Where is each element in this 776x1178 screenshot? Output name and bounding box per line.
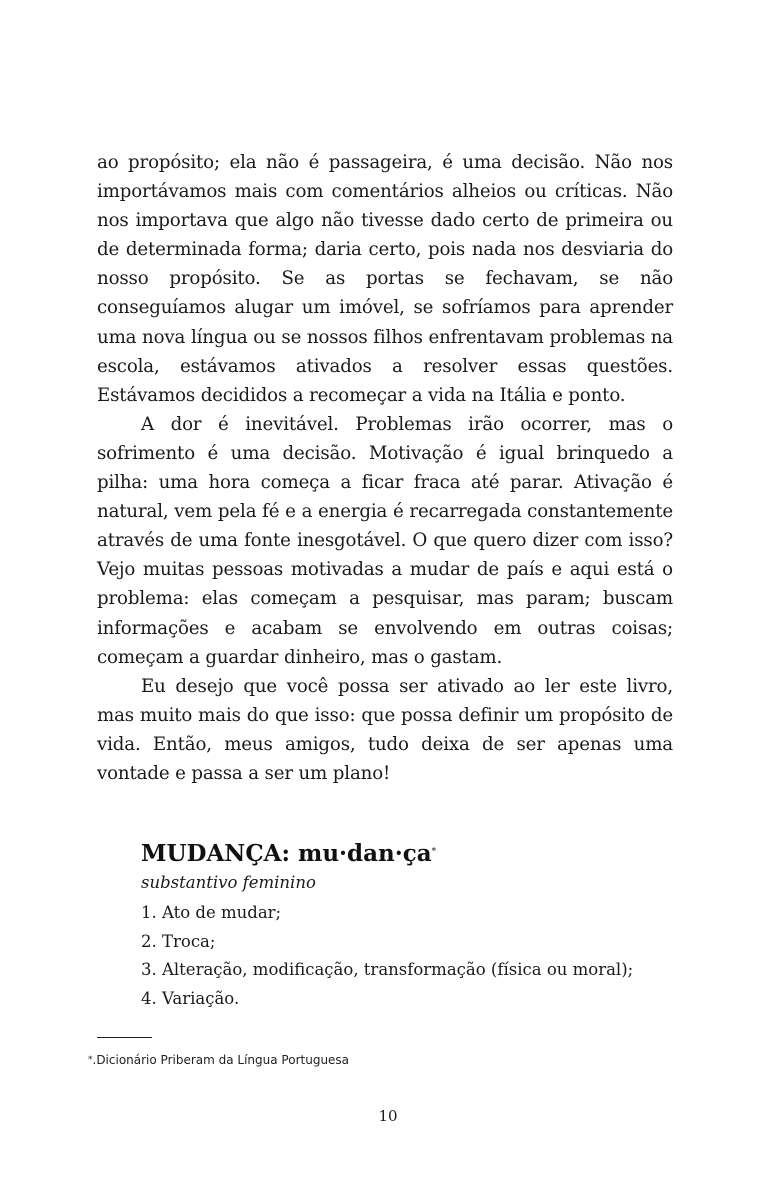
paragraph: ao propósito; ela não é passageira, é uma decisão. Não nos importávamos mais com comentários alheios ou críticas. Não nos importava que algo não tivesse dado certo de primeira ou de determinada forma; daria certo, pois nada nos desviaria do nosso propósito. Se as portas se fechavam, se não conseguíamos alugar um imóvel, se sofríamos para aprender uma nova língua ou se nossos filhos enfrentavam problemas na escola, estávamos ativados a resolver essas questões. Estávamos decididos a recomeçar a vida na Itália e ponto. <box>97 152 673 406</box>
definition-sense: 4. Variação. <box>141 988 240 1008</box>
definition-headword <box>141 838 701 870</box>
page-number: 10 <box>378 1107 398 1125</box>
paragraph: Eu desejo que você possa ser ativado ao ler este livro, mas muito mais do que isso: que possa definir um propósito de vida. Então, meus amigos, tudo deixa de ser apenas uma vontade e passa a ser um plano! <box>97 675 673 784</box>
footnote-marker: * <box>88 1055 93 1065</box>
footnote-text: .Dicionário Priberam da Língua Portuguesa <box>92 1053 350 1067</box>
paragraph: A dor é inevitável. Problemas irão ocorrer, mas o sofrimento é uma decisão. Motivação é igual brinquedo a pilha: uma hora começa a ficar fraca até parar. Ativação é natural, vem pela fé e a energia é recarregada constantemente através de uma fonte inesgotável. O que quero dizer com isso? Vejo muitas pessoas motivadas a mudar de país e aqui está o problema: elas começam a pesquisar, mas param; buscam informações e acabam se envolvendo em outras coisas; começam a guardar dinheiro, mas o gastam. <box>97 413 673 668</box>
body-text <box>97 148 673 788</box>
footnote-reference: * <box>431 847 437 857</box>
definition-sense: 3. Alteração, modificação, transformação (física ou moral); <box>141 960 634 979</box>
footnote <box>88 1052 349 1068</box>
footnote-divider <box>97 1037 152 1038</box>
headword-text: MUDANÇA: mu·dan·ça <box>141 840 432 867</box>
definition-sense: 2. Troca; <box>141 931 216 951</box>
definition-sense: 1. Ato de mudar; <box>141 903 282 922</box>
dictionary-definition <box>141 838 701 1013</box>
definition-senses <box>141 899 701 1013</box>
word-class: substantivo feminino <box>141 873 316 892</box>
